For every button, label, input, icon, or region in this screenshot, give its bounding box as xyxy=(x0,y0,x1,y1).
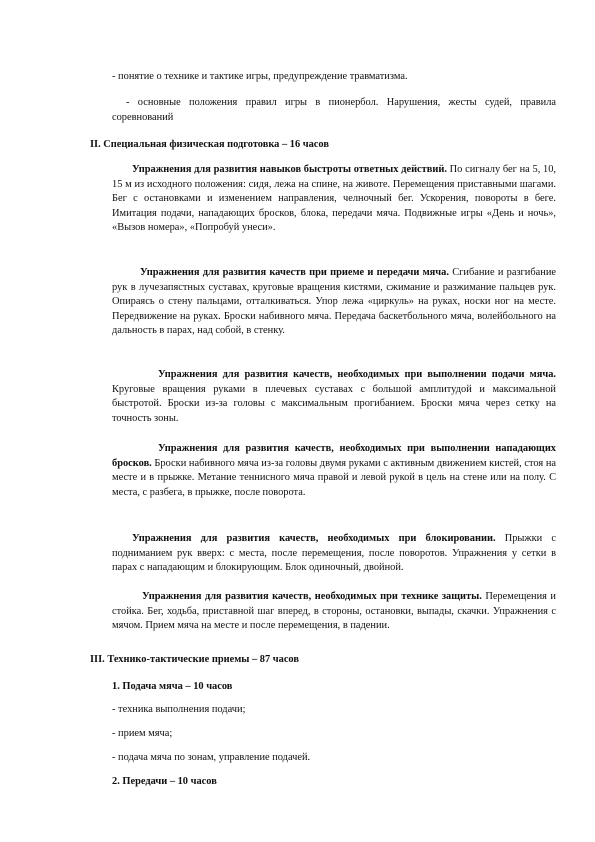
paragraph-attack xyxy=(112,442,556,500)
paragraph-title: Упражнения для развития качеств, необходимых при выполнении нападающих бросков. xyxy=(112,443,556,469)
section-2-heading: II. Специальная физическая подготовка – 16 часов xyxy=(90,139,329,150)
paragraph-defense xyxy=(112,590,556,634)
paragraph-receive-pass xyxy=(112,266,556,339)
paragraph-block xyxy=(112,532,556,576)
section-3-heading: III. Технико-тактические приемы – 87 часов xyxy=(90,654,299,665)
paragraph-title: Упражнения для развития качеств при приеме и передачи мяча. xyxy=(140,267,449,278)
paragraph-title: Упражнения для развития качеств, необходимых при выполнении подачи мяча. xyxy=(158,369,556,380)
subsection-serve-heading: 1. Подача мяча – 10 часов xyxy=(112,681,233,692)
intro-line-2: - основные положения правил игры в пионербол. Нарушения, жесты судей, правила соревнований xyxy=(112,97,556,123)
subsection-passes-heading: 2. Передачи – 10 часов xyxy=(112,776,217,787)
list-item: - подача мяча по зонам, управление подачей. xyxy=(112,752,311,763)
list-item: - техника выполнения подачи; xyxy=(112,704,246,715)
paragraph-reaction-speed xyxy=(112,163,556,236)
intro-line-1: - понятие о технике и тактике игры, предупреждение травматизма. xyxy=(112,71,408,82)
paragraph-body: Круговые вращения руками в плечевых суставах с большой амплитудой и максимальной быстротой. Броски из-за головы с максимальным прогибанием. Броски мяча через сетку на точность зоны. xyxy=(112,383,556,424)
paragraph-title: Упражнения для развития навыков быстроты ответных действий. xyxy=(132,164,447,175)
paragraph-body: Прыжки с подниманием рук вверх: с места, после перемещения, после поворотов. Упражнения у сетки в парах с нападающим и блокирующим. Блок одиночный, двойной. xyxy=(112,533,556,573)
paragraph-serve xyxy=(112,368,556,426)
paragraph-body: Перемещения и стойка. Бег, ходьба, приставной шаг вперед, в стороны, остановки, выпады, скачки. Упражнения с мячом. Прием мяча на месте и после перемещения, в падении. xyxy=(112,591,556,631)
paragraph-body: Броски набивного мяча из-за головы двумя руками с активным движением кистей, стоя на месте и в прыжке. Метание теннисного мяча правой и левой рукой в цель на стене или на полу. С места, с разбега, в прыжке, после поворота. xyxy=(112,457,556,498)
paragraph-body: По сигналу бег на 5, 10, 15 м из исходного положения: сидя, лежа на спине, на животе. Перемещения приставными шагами. Бег с остановками и изменением направления, челночный бег. Ускорения, повороты в беге. Имитация подачи, нападающих бросков, блока, передачи мяча. Подвижные игры «День и ночь», «Вызов номера», «Попробуй унеси». xyxy=(112,164,557,233)
paragraph-body: Сгибание и разгибание рук в лучезапястных суставах, круговые вращения кистями, сжимание и разжимание пальцев рук. Опираясь о стену пальцами, отталкиваться. Упор лежа «циркуль» на руках, носки ног на месте. Передвижение на руках. Броски набивного мяча. Передача баскетбольного мяча, волейбольного на дальность в парах, над собой, в стенку. xyxy=(112,267,556,336)
list-item: - прием мяча; xyxy=(112,728,173,739)
paragraph-title: Упражнения для развития качеств, необходимых при технике защиты. xyxy=(142,591,482,602)
paragraph-title: Упражнения для развития качеств, необходимых при блокировании. xyxy=(132,533,496,544)
